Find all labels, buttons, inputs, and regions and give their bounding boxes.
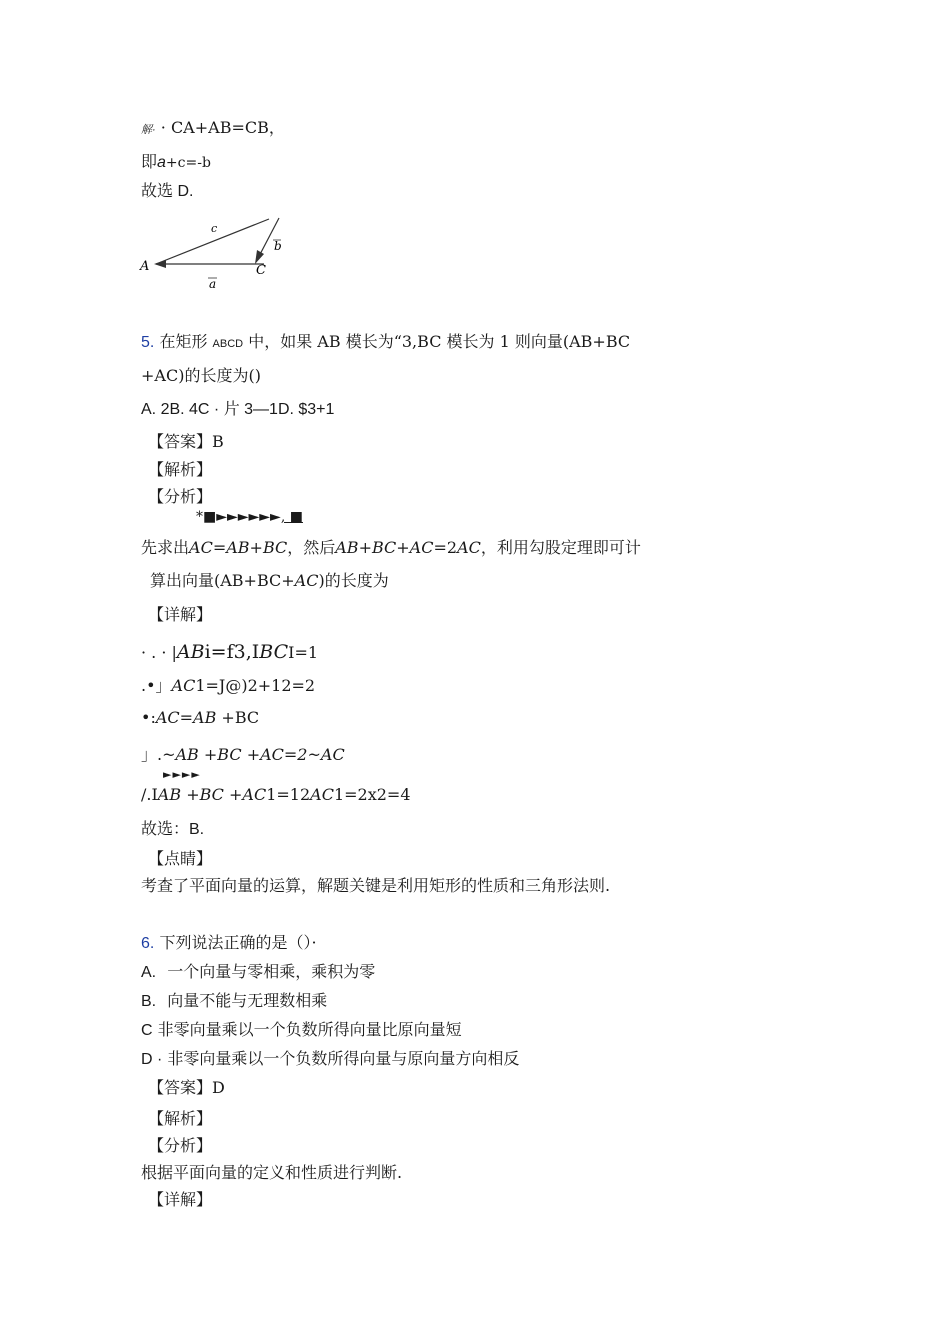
step-text: /.I bbox=[141, 785, 158, 804]
step-2ac: 2~AC bbox=[297, 745, 345, 764]
analysis-eq-2: AB+BC+AC bbox=[335, 538, 434, 557]
q5-number: 5. bbox=[141, 334, 155, 351]
option-d-text: 非零向量乘以一个负数所得向量与原向量方向相反 bbox=[167, 1049, 520, 1068]
step-text: .•」 bbox=[141, 676, 172, 695]
analysis-ac: AC bbox=[294, 571, 319, 590]
q5-step-1 bbox=[141, 642, 318, 663]
q6-analysis: 根据平面向量的定义和性质进行判断. bbox=[141, 1163, 403, 1182]
q5-stem-abcd: ABCD bbox=[212, 338, 244, 350]
jie-prefix: 解· bbox=[141, 124, 156, 136]
label-b: b bbox=[274, 239, 282, 253]
arrow-tail: , ■ bbox=[280, 509, 303, 525]
q5-dianjing-label: 【点睛】 bbox=[148, 849, 213, 868]
arrow-glyphs: *■►►►►►► bbox=[196, 509, 281, 525]
step-ac: AC bbox=[310, 785, 334, 804]
q6-fenxi-label: 【分析】 bbox=[148, 1136, 213, 1155]
step-sum: AB +BC +AC bbox=[157, 785, 267, 804]
option-a-label: A. bbox=[141, 964, 157, 981]
step-ac: AC bbox=[155, 708, 180, 727]
q6-jiexi-label: 【解析】 bbox=[148, 1109, 213, 1128]
q6-option-d bbox=[141, 1049, 519, 1070]
q6-stem bbox=[141, 933, 317, 954]
q5-fenxi-label: 【分析】 bbox=[148, 487, 213, 506]
analysis-text: 先求出 bbox=[141, 538, 190, 557]
q5-step-4-arrows: ►►►► bbox=[163, 768, 201, 781]
step-sum: AB +BC +AC bbox=[175, 745, 284, 764]
vector-a: a bbox=[157, 154, 166, 171]
q5-xiangjie-label: 【详解】 bbox=[148, 605, 213, 624]
step-text: 1=12 bbox=[266, 785, 311, 804]
choice-d-line: 故选 D. bbox=[141, 183, 194, 200]
equation-ca-ab-cb: · CA+AB=CB， bbox=[160, 118, 285, 137]
q5-choice: 故选：B. bbox=[141, 821, 205, 838]
analysis-eq-1: AC=AB+BC bbox=[189, 538, 288, 557]
q5-comment: 考查了平面向量的运算，解题关键是利用矩形的性质和三角形法则. bbox=[141, 876, 611, 895]
q6-number: 6. bbox=[141, 935, 155, 952]
q5-jiexi-label: 【解析】 bbox=[148, 460, 213, 479]
q5-stem-line-2: +AC)的长度为() bbox=[141, 366, 261, 385]
analysis-text: ，利用勾股定理即可计 bbox=[480, 538, 641, 557]
vector-triangle-figure bbox=[136, 210, 296, 292]
label-c: c bbox=[211, 222, 218, 235]
q5-stem-a: 在矩形 bbox=[159, 332, 208, 351]
q5-answer: 【答案】B bbox=[148, 432, 224, 451]
q5-analysis-line-2 bbox=[150, 571, 389, 591]
solution-line-2 bbox=[141, 152, 211, 173]
q6-stem-text: 下列说法正确的是（）· bbox=[159, 933, 317, 952]
q6-xiangjie-label: 【详解】 bbox=[148, 1190, 213, 1209]
q6-answer: 【答案】D bbox=[148, 1078, 225, 1097]
step-bc: BC bbox=[259, 641, 289, 663]
option-b-text: 向量不能与无理数相乘 bbox=[167, 991, 328, 1010]
step-ab: AB bbox=[176, 641, 205, 663]
step-text: = bbox=[283, 745, 298, 764]
solution-line-1 bbox=[141, 118, 285, 140]
q5-step-2 bbox=[141, 676, 315, 696]
step-text: 1=J@)2+12=2 bbox=[195, 676, 316, 695]
option-a-text: 一个向量与零相乘，乘积为零 bbox=[167, 962, 376, 981]
label-C: C bbox=[256, 263, 266, 278]
q6-option-b bbox=[141, 991, 327, 1012]
q5-step-3 bbox=[141, 708, 259, 728]
step-text: 1=2x2=4 bbox=[333, 785, 411, 804]
label-A: A bbox=[140, 259, 150, 274]
step-text: •: bbox=[141, 708, 156, 727]
option-c-text: 非零向量乘以一个负数所得向量比原向量短 bbox=[157, 1020, 462, 1039]
analysis-text: 算出向量(AB+BC+ bbox=[150, 571, 295, 590]
q5-step-4 bbox=[141, 745, 345, 765]
step-text: 」.~ bbox=[141, 745, 176, 764]
equation-rest: +c=-b bbox=[165, 155, 211, 171]
q6-option-a bbox=[141, 962, 375, 983]
label-a: a bbox=[209, 277, 217, 291]
q5-analysis-line-1 bbox=[141, 538, 641, 558]
step-ab: AB + bbox=[193, 708, 235, 727]
option-b-label: B. bbox=[141, 993, 157, 1010]
q5-stem-line-1 bbox=[141, 332, 630, 354]
option-d-label: D · bbox=[141, 1051, 163, 1068]
analysis-text: ，然后 bbox=[287, 538, 336, 557]
q5-step-5 bbox=[141, 785, 411, 805]
step-text: i=f3,I bbox=[204, 641, 260, 663]
q5-arrow-marks bbox=[196, 507, 303, 527]
vector-b-arrowhead bbox=[255, 250, 264, 264]
q6-option-c bbox=[141, 1020, 462, 1041]
step-text: = bbox=[179, 708, 194, 727]
analysis-eq-3: =2 bbox=[433, 538, 458, 557]
step-ac: AC bbox=[171, 676, 196, 695]
step-text: · . · | bbox=[141, 643, 177, 662]
ji-text: 即 bbox=[141, 152, 158, 171]
step-bc: BC bbox=[234, 708, 260, 727]
q5-options: A. 2B. 4C · 片 3—1D. $3+1 bbox=[141, 401, 335, 418]
analysis-eq-4: AC bbox=[457, 538, 481, 557]
option-c-label: C bbox=[141, 1022, 153, 1039]
q5-stem-c: 中，如果 AB 模长为“3,BC 模长为 1 则向量(AB+BC bbox=[248, 332, 631, 351]
analysis-text: )的长度为 bbox=[318, 571, 389, 590]
step-text: I=1 bbox=[288, 643, 319, 662]
